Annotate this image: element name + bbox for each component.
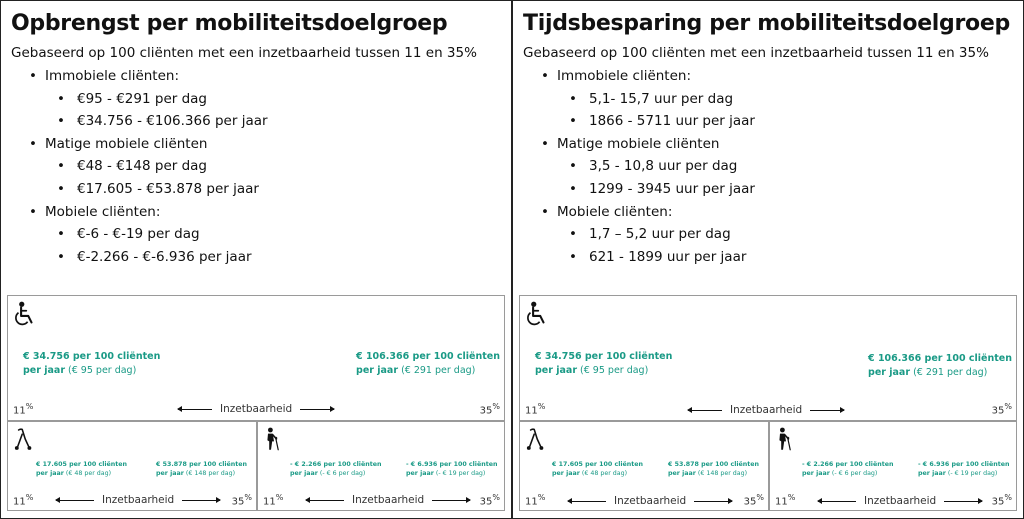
pct-low: 11% (775, 493, 796, 508)
axis-row (818, 495, 982, 507)
value-period: per jaar (23, 364, 65, 376)
axis-label: Inzetbaarheid (864, 495, 937, 507)
list-item: • 621 - 1899 uur per jaar (557, 246, 755, 269)
value-line: € 106.366 per 100 cliënten (356, 351, 500, 362)
elderly-cane-icon (262, 424, 286, 454)
bullet-list (29, 65, 268, 268)
arrow-right-icon (300, 409, 334, 410)
elderly-cane-icon (774, 424, 798, 454)
walker-icon (12, 425, 36, 453)
panel-subtitle: Gebaseerd op 100 cliënten met een inzetbaarheid tussen 11 en 35% (523, 45, 989, 61)
list-item: • €17.605 - €53.878 per jaar (45, 178, 268, 201)
immobile-low-value (23, 350, 160, 377)
group-immobile: • Immobiele cliënten: (541, 65, 755, 88)
group-mobile: • Mobiele cliënten: (29, 201, 268, 224)
list-item: • €-2.266 - €-6.936 per jaar (45, 246, 268, 269)
immobile-high-value (868, 352, 1012, 379)
moderate-box (7, 421, 257, 511)
immobile-box (519, 295, 1017, 421)
wheelchair-icon (524, 300, 550, 328)
list-item: • 1866 - 5711 uur per jaar (557, 110, 755, 133)
value-period: per jaar (356, 364, 399, 376)
axis-label: Inzetbaarheid (614, 495, 687, 507)
axis-row (568, 495, 732, 507)
axis-label: Inzetbaarheid (220, 403, 293, 415)
mobile-high-value: - € 6.936 per 100 cliënten per jaar (- € 19 per dag) (406, 461, 498, 477)
arrow-right-icon (432, 500, 470, 501)
moderate-high-value: € 53.878 per 100 cliënten per jaar (€ 148 per dag) (156, 461, 248, 477)
arrow-right-icon (694, 501, 732, 502)
immobile-box (7, 295, 505, 421)
mobile-low-value: - € 2.266 per 100 cliënten per jaar (- € 6 per dag) (290, 461, 382, 477)
value-line: € 34.756 per 100 cliënten (535, 351, 673, 362)
arrow-left-icon (568, 501, 606, 502)
group-immobile: • Immobiele cliënten: (29, 65, 268, 88)
arrow-left-icon (56, 500, 94, 501)
arrow-left-icon (306, 500, 344, 501)
arrow-right-icon (810, 410, 844, 411)
value-per-day: (€ 95 per dag) (580, 364, 649, 376)
list-item: • €-6 - €-19 per dag (45, 223, 268, 246)
moderate-box (519, 421, 769, 511)
pct-high: 35% (231, 493, 252, 508)
arrow-right-icon (182, 500, 220, 501)
arrow-left-icon (818, 501, 856, 502)
list-item: • €34.756 - €106.366 per jaar (45, 110, 268, 133)
list-item: • 5,1- 15,7 uur per dag (557, 88, 755, 111)
bullet-list (541, 65, 755, 268)
group-moderate: • Matige mobiele cliënten (541, 133, 755, 156)
value-line: € 34.756 per 100 cliënten (23, 351, 161, 362)
axis-label: Inzetbaarheid (730, 404, 803, 416)
value-per-day: (€ 291 per dag) (913, 366, 988, 378)
arrow-left-icon (688, 410, 722, 411)
pct-high: 35% (991, 493, 1012, 508)
pct-high: 35% (479, 402, 500, 417)
arrow-left-icon (178, 409, 212, 410)
value-per-day: (€ 291 per dag) (401, 364, 476, 376)
value-period: per jaar (535, 364, 577, 376)
moderate-low-value: € 17.605 per 100 cliënten per jaar (€ 48 per dag) (36, 461, 128, 477)
pct-low: 11% (13, 493, 34, 508)
group-moderate: • Matige mobiele cliënten (29, 133, 268, 156)
pct-low: 11% (525, 402, 546, 417)
mobile-box (257, 421, 505, 511)
panel-title: Opbrengst per mobiliteitsdoelgroep (11, 11, 448, 36)
axis-label: Inzetbaarheid (102, 494, 175, 506)
walker-icon (524, 425, 548, 453)
time-savings-panel (512, 0, 1024, 519)
list-item: • €48 - €148 per dag (45, 155, 268, 178)
moderate-low-value: € 17.605 per 100 cliënten per jaar (€ 48 per dag) (552, 461, 644, 477)
pct-high: 35% (743, 493, 764, 508)
mobile-box (769, 421, 1017, 511)
list-item: • 1299 - 3945 uur per jaar (557, 178, 755, 201)
arrow-right-icon (944, 501, 982, 502)
panel-title: Tijdsbesparing per mobiliteitsdoelgroep (523, 11, 1010, 36)
list-item: • €95 - €291 per dag (45, 88, 268, 111)
value-period: per jaar (868, 366, 911, 378)
pct-low: 11% (525, 493, 546, 508)
axis-row (688, 404, 844, 416)
axis-row (306, 494, 470, 506)
wheelchair-icon (12, 300, 38, 328)
moderate-high-value: € 53.878 per 100 cliënten per jaar (€ 148 per dag) (668, 461, 760, 477)
pct-high: 35% (479, 493, 500, 508)
value-line: € 106.366 per 100 cliënten (868, 353, 1012, 364)
pct-low: 11% (13, 402, 34, 417)
immobile-high-value (356, 350, 500, 377)
axis-label: Inzetbaarheid (352, 494, 425, 506)
mobile-low-value: - € 2.266 per 100 cliënten per jaar (- € 6 per dag) (802, 461, 894, 477)
panel-subtitle: Gebaseerd op 100 cliënten met een inzetbaarheid tussen 11 en 35% (11, 45, 477, 61)
pct-high: 35% (991, 402, 1012, 417)
group-mobile: • Mobiele cliënten: (541, 201, 755, 224)
list-item: • 1,7 – 5,2 uur per dag (557, 223, 755, 246)
pct-low: 11% (263, 493, 284, 508)
list-item: • 3,5 - 10,8 uur per dag (557, 155, 755, 178)
value-per-day: (€ 95 per dag) (68, 364, 137, 376)
axis-row (178, 403, 334, 415)
axis-row (56, 494, 220, 506)
immobile-low-value (535, 350, 672, 377)
mobile-high-value: - € 6.936 per 100 cliënten per jaar (- € 19 per dag) (918, 461, 1010, 477)
